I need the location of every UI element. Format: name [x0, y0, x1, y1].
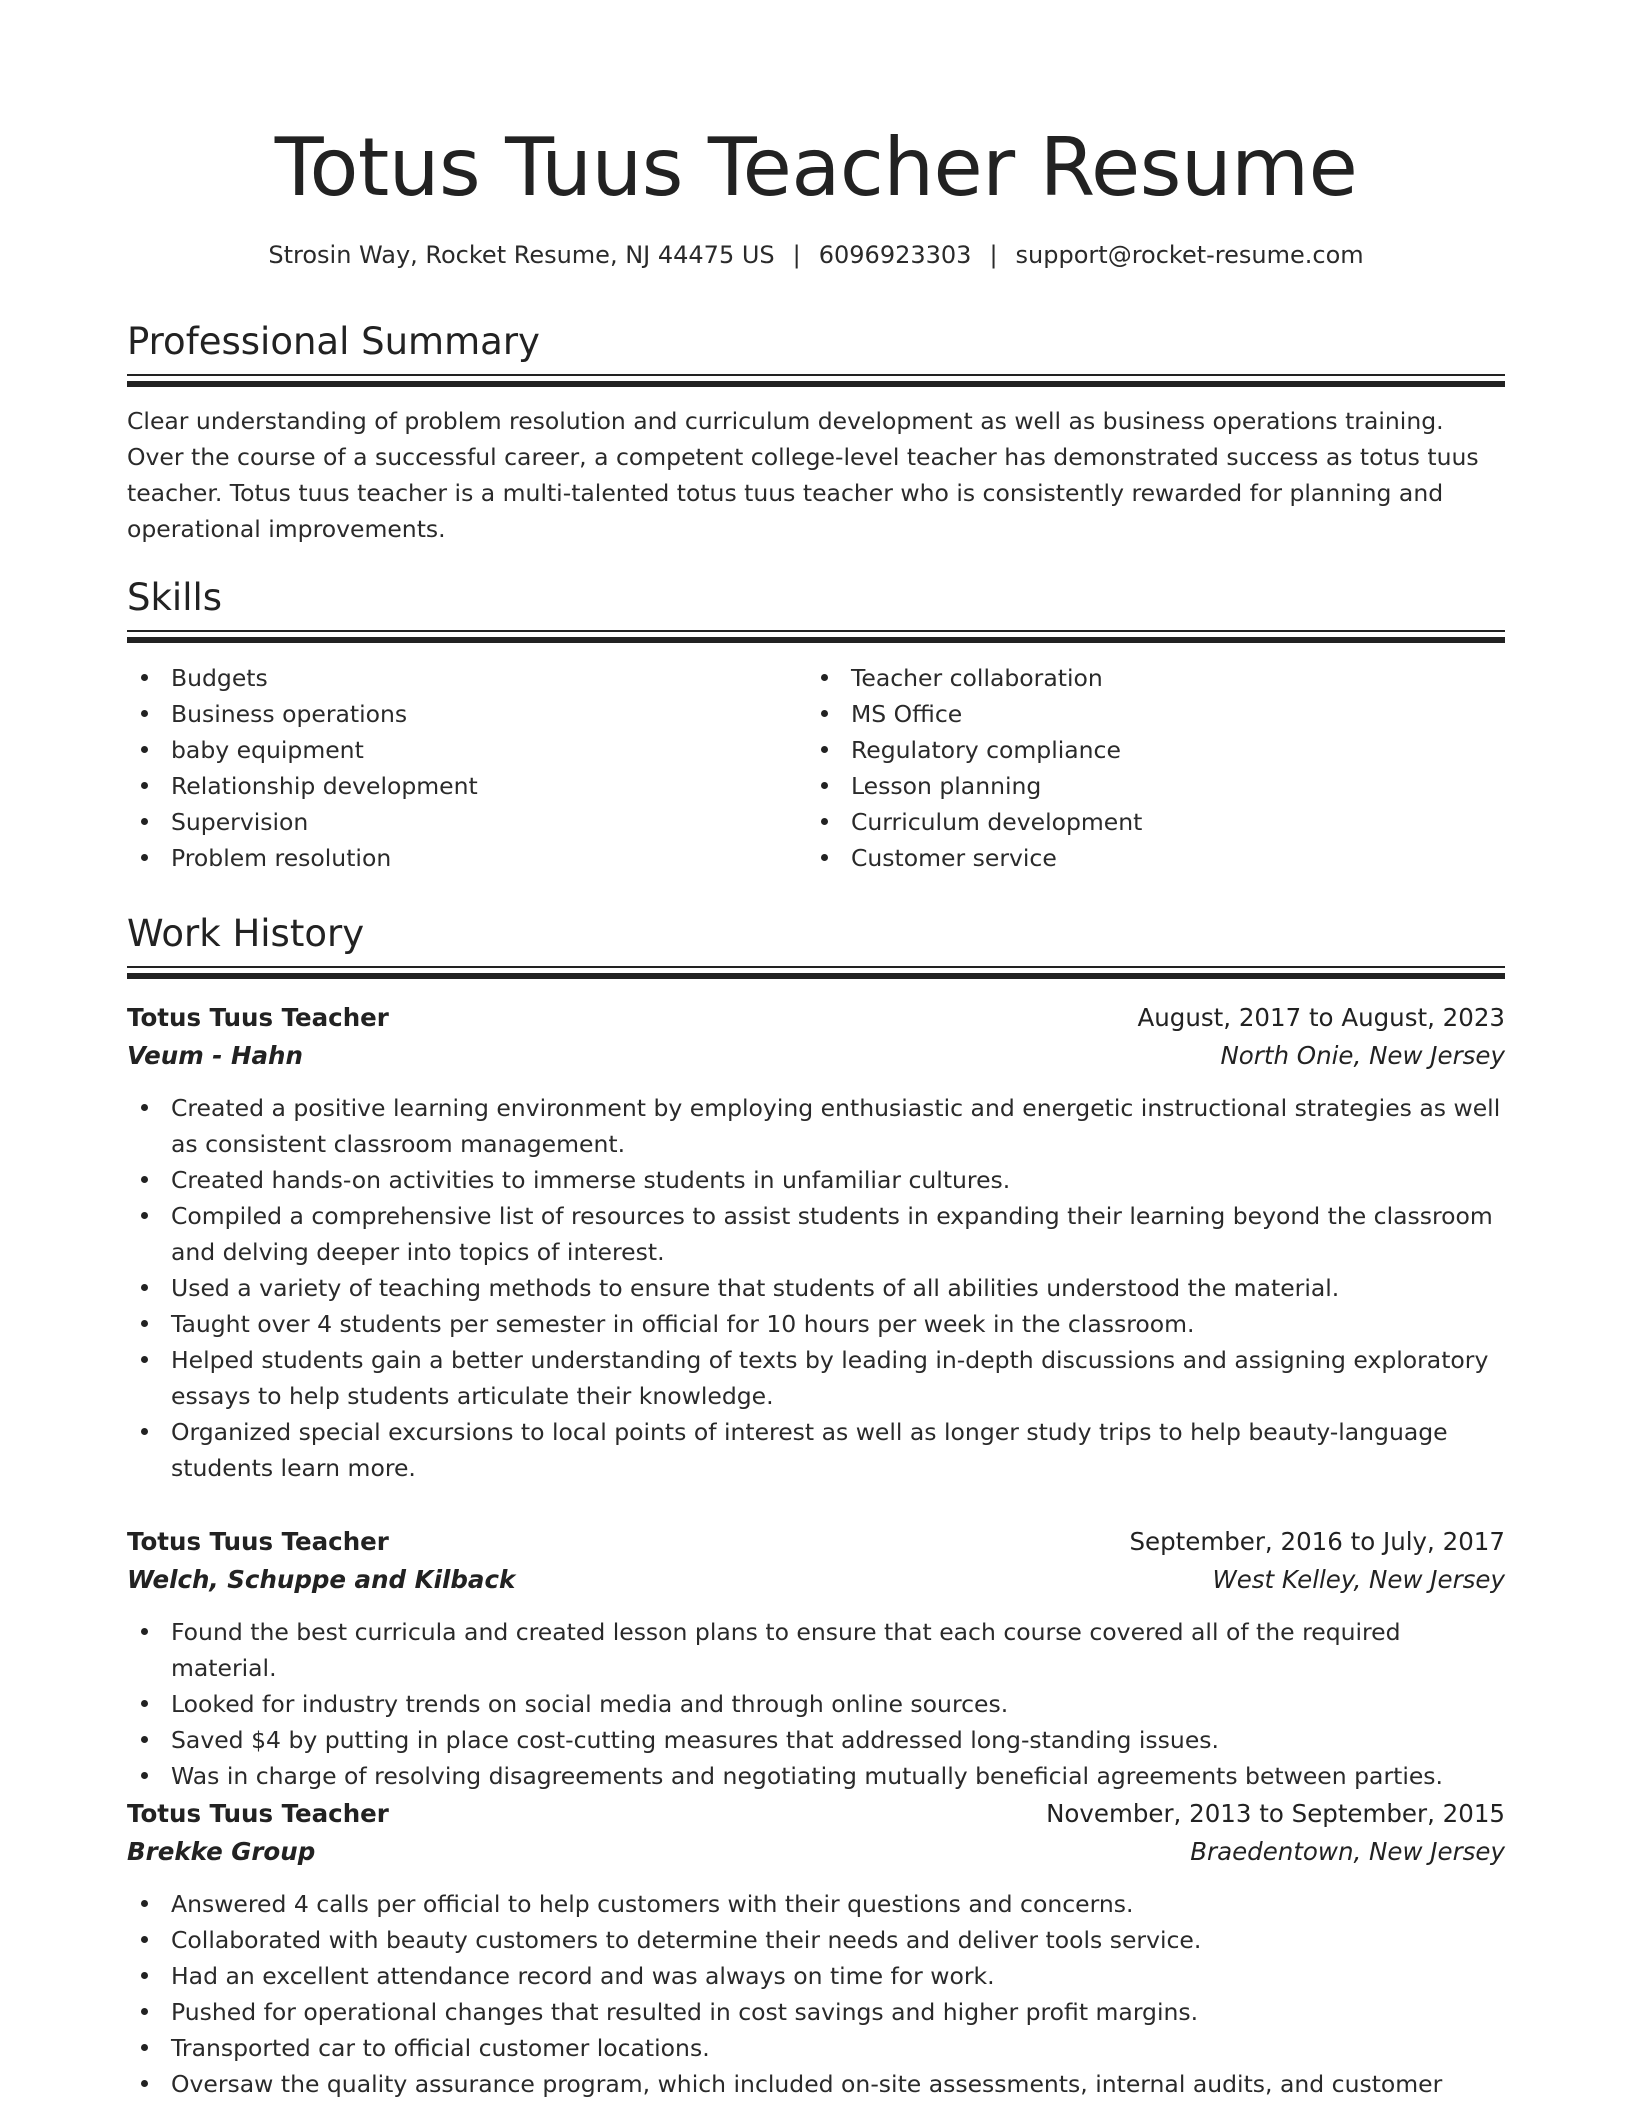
contact-email: support@rocket-resume.com: [1015, 241, 1364, 269]
job-company: Veum - Hahn: [127, 1040, 303, 1070]
job-bullet: Transported car to official customer locations.: [127, 2030, 1505, 2066]
job-title: Totus Tuus Teacher: [127, 1798, 389, 1828]
section-divider: [127, 966, 1505, 979]
job-bullet: Pushed for operational changes that resulted in cost savings and higher profit margins.: [127, 1994, 1505, 2030]
job-bullet: Looked for industry trends on social media and through online sources.: [127, 1686, 1505, 1722]
section-divider: [127, 630, 1505, 643]
skill-item: Lesson planning: [807, 768, 1487, 804]
summary-heading: Professional Summary: [127, 320, 540, 363]
skills-list: [127, 660, 1505, 876]
job-entry: [127, 1522, 1505, 1794]
job-bullet: Had an excellent attendance record and was always on time for work.: [127, 1958, 1505, 1994]
skill-item: Budgets: [127, 660, 807, 696]
contact-line: [127, 238, 1505, 272]
job-company: Brekke Group: [127, 1836, 316, 1866]
job-bullets: [127, 1886, 1505, 2102]
contact-phone: 6096923303: [818, 241, 972, 269]
job-bullet: Was in charge of resolving disagreements and negotiating mutually beneficial agreements between parties.: [127, 1758, 1505, 1794]
job-company: Welch, Schuppe and Kilback: [127, 1564, 516, 1594]
skill-item: Customer service: [807, 840, 1487, 876]
job-bullet: Found the best curricula and created lesson plans to ensure that each course covered all of the required material.: [127, 1614, 1505, 1686]
job-dates: November, 2013 to September, 2015: [1046, 1798, 1505, 1828]
skill-item: MS Office: [807, 696, 1487, 732]
skills-heading: Skills: [127, 576, 223, 619]
skill-item: baby equipment: [127, 732, 807, 768]
contact-address: Strosin Way, Rocket Resume, NJ 44475 US: [268, 241, 775, 269]
skill-item: Relationship development: [127, 768, 807, 804]
job-location: Braedentown, New Jersey: [1190, 1836, 1505, 1866]
job-title: Totus Tuus Teacher: [127, 1526, 389, 1556]
job-bullet: Oversaw the quality assurance program, which included on-site assessments, internal audits, and customer: [127, 2066, 1505, 2102]
skill-item: Supervision: [127, 804, 807, 840]
job-dates: August, 2017 to August, 2023: [1137, 1002, 1505, 1032]
job-location: North Onie, New Jersey: [1220, 1040, 1505, 1070]
job-bullet: Organized special excursions to local points of interest as well as longer study trips to help beauty-language students learn more.: [127, 1414, 1505, 1486]
skills-column-left: [127, 660, 807, 876]
skill-item: Curriculum development: [807, 804, 1487, 840]
job-entry: [127, 1794, 1505, 2102]
job-bullet: Compiled a comprehensive list of resources to assist students in expanding their learning beyond the classroom and delving deeper into topics of interest.: [127, 1198, 1505, 1270]
job-bullet: Answered 4 calls per official to help customers with their questions and concerns.: [127, 1886, 1505, 1922]
contact-separator: |: [792, 241, 801, 269]
job-bullets: [127, 1090, 1505, 1486]
job-bullet: Saved $4 by putting in place cost-cutting measures that addressed long-standing issues.: [127, 1722, 1505, 1758]
job-dates: September, 2016 to July, 2017: [1129, 1526, 1505, 1556]
job-bullet: Helped students gain a better understanding of texts by leading in-depth discussions and assigning exploratory essays to help students articulate their knowledge.: [127, 1342, 1505, 1414]
skill-item: Regulatory compliance: [807, 732, 1487, 768]
skill-item: Teacher collaboration: [807, 660, 1487, 696]
contact-separator: |: [989, 241, 998, 269]
skill-item: Problem resolution: [127, 840, 807, 876]
work-heading: Work History: [127, 912, 365, 955]
section-divider: [127, 374, 1505, 387]
job-title: Totus Tuus Teacher: [127, 1002, 389, 1032]
summary-text: Clear understanding of problem resolution and curriculum development as well as business operations training. Over the course of a successful career, a competent college-level teacher has demonstrated success as totus tuus teacher. Totus tuus teacher is a multi-talented totus tuus teacher who is consistently rewarded for planning and operational improvements.: [127, 407, 1479, 543]
job-bullet: Taught over 4 students per semester in official for 10 hours per week in the classroom.: [127, 1306, 1505, 1342]
resume-title: Totus Tuus Teacher Resume: [274, 121, 1358, 214]
job-bullet: Created hands-on activities to immerse students in unfamiliar cultures.: [127, 1162, 1505, 1198]
job-bullet: Created a positive learning environment by employing enthusiastic and energetic instructional strategies as well as consistent classroom management.: [127, 1090, 1505, 1162]
skill-item: Business operations: [127, 696, 807, 732]
skills-column-right: [807, 660, 1487, 876]
job-entry: [127, 998, 1505, 1486]
job-bullet: Used a variety of teaching methods to ensure that students of all abilities understood the material.: [127, 1270, 1505, 1306]
job-location: West Kelley, New Jersey: [1212, 1564, 1505, 1594]
job-bullet: Collaborated with beauty customers to determine their needs and deliver tools service.: [127, 1922, 1505, 1958]
job-bullets: [127, 1614, 1505, 1794]
